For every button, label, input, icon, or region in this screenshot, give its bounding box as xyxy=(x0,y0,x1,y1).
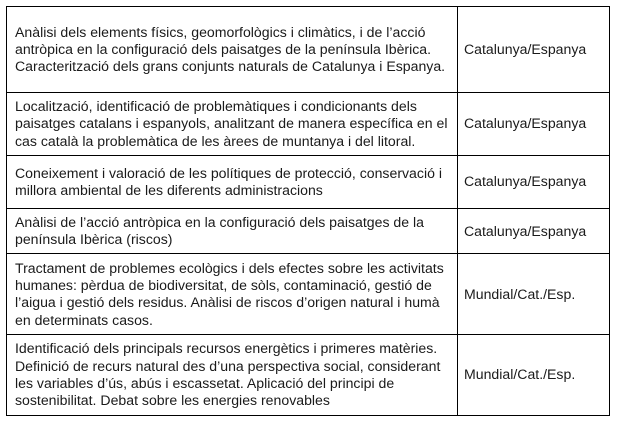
scope-cell: Mundial/Cat./Esp. xyxy=(458,335,610,415)
scope-cell: Catalunya/Espanya xyxy=(458,155,610,208)
table-row xyxy=(7,208,610,254)
description-cell: Identificació dels principals recursos energètics i primeres matèries. Definició de recurs natural des d’una perspectiva social, considerant les variables d’ús, abús i escassetat. Aplicació del principi de sostenibilitat. Debat sobre les energies renovables xyxy=(7,335,458,415)
table-row xyxy=(7,7,610,93)
description-cell: Coneixement i valoració de les polítiques de protecció, conservació i millora ambiental de les diferents administracions xyxy=(7,155,458,208)
table-row xyxy=(7,335,610,415)
description-cell: Tractament de problemes ecològics i dels efectes sobre les activitats humanes: pèrdua de biodiversitat, de sòls, contaminació, gestió de l’aigua i gestió dels residus. Anàlisi de riscos d’origen natural i humà en determinats casos. xyxy=(7,254,458,335)
content-table xyxy=(6,6,610,416)
description-cell: Anàlisi de l’acció antròpica en la configuració dels paisatges de la península Ibèrica (riscos) xyxy=(7,208,458,254)
table-row xyxy=(7,155,610,208)
table-row xyxy=(7,254,610,335)
scope-cell: Catalunya/Espanya xyxy=(458,93,610,156)
scope-cell: Mundial/Cat./Esp. xyxy=(458,254,610,335)
scope-cell: Catalunya/Espanya xyxy=(458,208,610,254)
description-cell: Localització, identificació de problemàtiques i condicionants dels paisatges catalans i espanyols, analitzant de manera específica en el cas català la problemàtica de les àrees de muntanya i del litoral. xyxy=(7,93,458,156)
table-row xyxy=(7,93,610,156)
description-cell: Anàlisi dels elements físics, geomorfològics i climàtics, i de l’acció antròpica en la configuració dels paisatges de la península Ibèrica. Caracterització dels grans conjunts naturals de Catalunya i Espanya. xyxy=(7,7,458,93)
scope-cell: Catalunya/Espanya xyxy=(458,7,610,93)
